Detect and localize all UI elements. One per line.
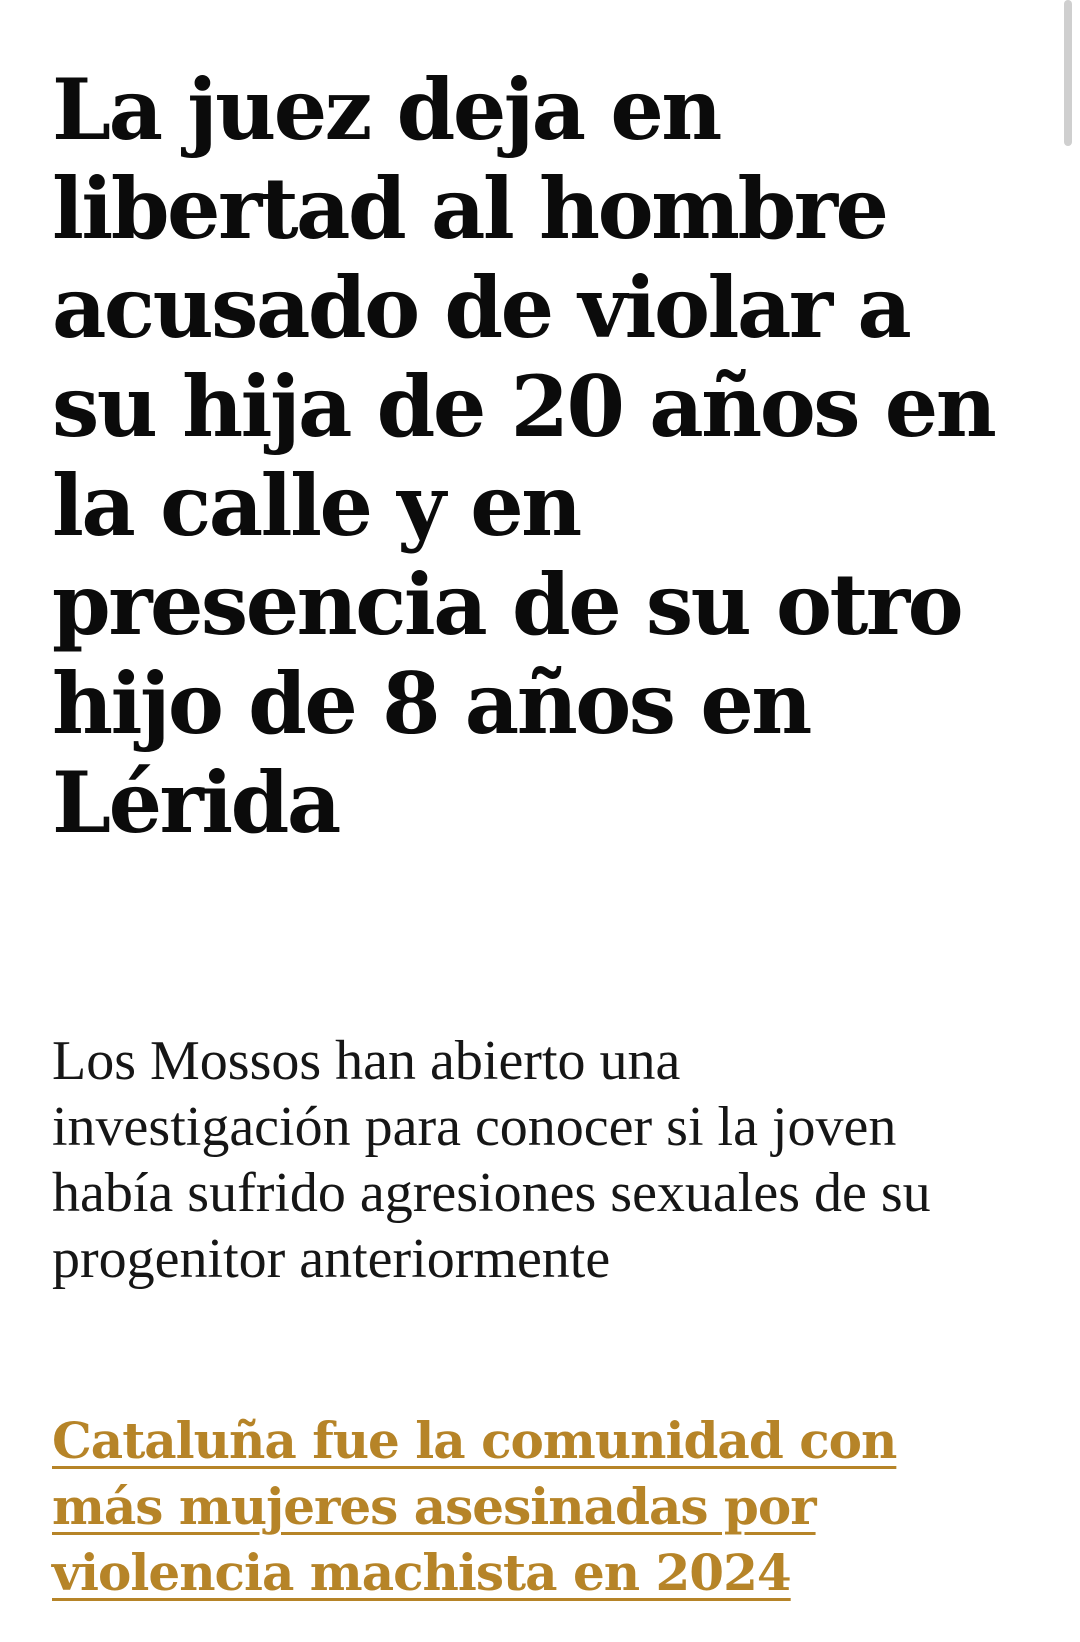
- article-headline: La juez deja en libertad al hombre acusado de violar a su hija de 20 años en la calle y en presencia de su otro hijo de 8 años en Lérida: [52, 60, 995, 852]
- related-article-link[interactable]: Cataluña fue la comunidad con más mujeres asesinadas por violencia machista en 2024: [52, 1411, 897, 1602]
- article-subtitle: Los Mossos han abierto una investigación para conocer si la joven había sufrido agresiones sexuales de su progenitor anteriormente: [52, 1030, 931, 1290]
- scrollbar-thumb[interactable]: [1064, 0, 1072, 146]
